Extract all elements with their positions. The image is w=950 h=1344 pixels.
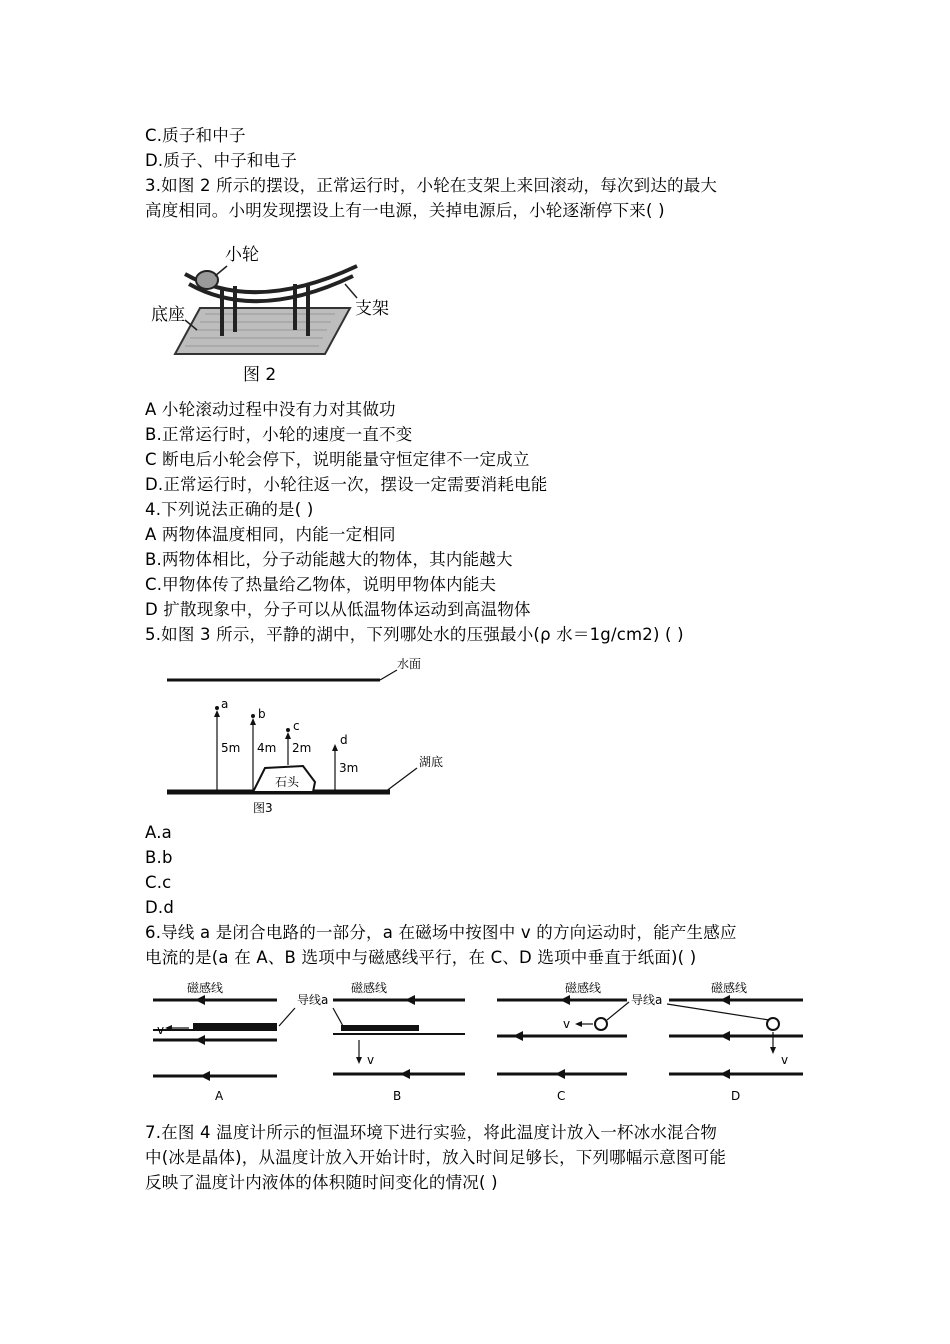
option-line: D.d [145, 898, 175, 917]
question-7-text-cont: 中(冰是晶体)，从温度计放入开始计时，放入时间足够长，下列哪幅示意图可能 [145, 1148, 727, 1167]
velocity-label: v [781, 1053, 789, 1067]
question-4-text: 4.下列说法正确的是( ) [145, 500, 314, 519]
base-platform [175, 308, 350, 354]
figure-3 [145, 652, 480, 820]
stand-label: 支架 [355, 299, 389, 319]
figure-2-caption: 图 2 [243, 365, 277, 385]
panel-b [333, 980, 465, 1103]
question-3-text: 3.如图 2 所示的摆设，正常运行时，小轮在支架上来回滚动，每次到达的最大 [145, 176, 718, 195]
velocity-label: v [367, 1053, 375, 1067]
option-line: B.两物体相比，分子动能越大的物体，其内能越大 [145, 550, 513, 569]
wire-label: 导线a [297, 993, 329, 1007]
option-line: D.质子、中子和电子 [145, 151, 297, 170]
option-a-label: A [215, 1089, 224, 1103]
option-line: B.正常运行时，小轮的速度一直不变 [145, 425, 413, 444]
question-6-text: 6.导线 a 是闭合电路的一部分，a 在磁场中按图中 v 的方向运动时，能产生感应 [145, 923, 737, 942]
lake-bottom-label: 湖底 [419, 755, 444, 769]
option-line: A.a [145, 823, 172, 842]
question-7-text: 7.在图 4 温度计所示的恒温环境下进行实验，将此温度计放入一杯冰水混合物 [145, 1123, 718, 1142]
point-a-label: a [221, 697, 229, 711]
option-d-label: D [731, 1089, 741, 1103]
option-line: C 断电后小轮会停下，说明能量守恒定律不一定成立 [145, 450, 530, 469]
velocity-label: v [157, 1023, 165, 1037]
field-line-label: 磁感线 [351, 981, 388, 995]
option-line: C.质子和中子 [145, 126, 246, 145]
question-3-text-cont: 高度相同。小明发现摆设上有一电源，关掉电源后，小轮逐渐停下来( ) [145, 201, 665, 220]
depth-c-label: 2m [292, 741, 312, 755]
depth-d-label: 3m [339, 761, 359, 775]
field-line-label: 磁感线 [187, 981, 224, 995]
question-6-text-cont: 电流的是(a 在 A、B 选项中与磁感线平行，在 C、D 选项中垂直于纸面)( ) [145, 948, 697, 967]
option-line: C.c [145, 873, 172, 892]
figure-2 [145, 236, 405, 388]
figure-6 [145, 978, 807, 1106]
wire-label: 导线a [631, 993, 663, 1007]
velocity-label: v [563, 1017, 571, 1031]
option-line: B.b [145, 848, 173, 867]
option-line: D 扩散现象中，分子可以从低温物体运动到高温物体 [145, 600, 531, 619]
wheel-label: 小轮 [225, 245, 259, 265]
depth-b-label: 4m [257, 741, 277, 755]
field-line-label: 磁感线 [711, 981, 748, 995]
point-b-label: b [258, 707, 266, 721]
point-d-label: d [340, 733, 348, 747]
stone-label: 石头 [275, 775, 300, 789]
panel-d [669, 980, 803, 1103]
panel-a [153, 980, 277, 1103]
option-line: A 小轮滚动过程中没有力对其做功 [145, 400, 396, 419]
option-line: C.甲物体传了热量给乙物体，说明甲物体内能夫 [145, 575, 497, 594]
base-label: 底座 [151, 305, 185, 325]
depth-a-label: 5m [221, 741, 241, 755]
panel-c [497, 980, 627, 1103]
figure-3-caption: 图3 [253, 801, 273, 815]
wheel-shape [196, 271, 218, 289]
option-b-label: B [393, 1089, 402, 1103]
question-5-text: 5.如图 3 所示，平静的湖中，下列哪处水的压强最小(ρ 水＝1g/cm2) ( ) [145, 625, 684, 644]
option-c-label: C [557, 1089, 566, 1103]
water-surface-label: 水面 [397, 657, 422, 671]
option-line: A 两物体温度相同，内能一定相同 [145, 525, 396, 544]
point-c-label: c [293, 719, 300, 733]
field-line-label: 磁感线 [565, 981, 602, 995]
question-7-text-cont: 反映了温度计内液体的体积随时间变化的情况( ) [145, 1173, 498, 1192]
option-line: D.正常运行时，小轮往返一次，摆设一定需要消耗电能 [145, 475, 548, 494]
